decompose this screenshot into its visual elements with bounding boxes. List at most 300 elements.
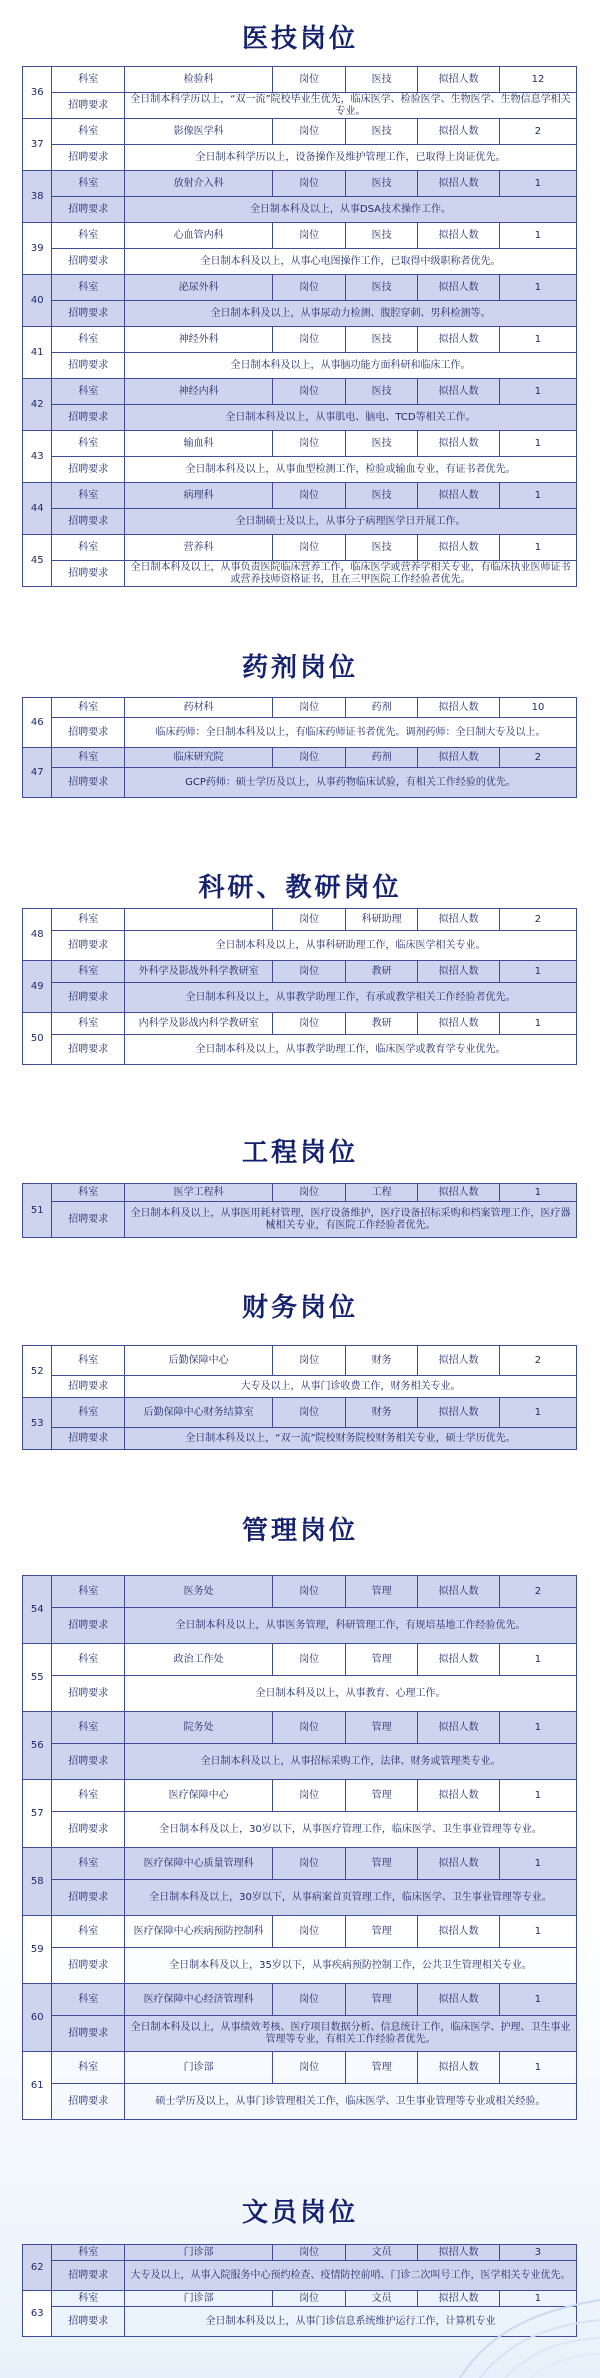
requirement-text: 全日制本科及以上，从事教学助理工作，有承或教学相关工作经验者优先。 [124,983,576,1013]
dept-value: 门诊部 [124,2291,272,2307]
dept-label: 科室 [52,909,125,931]
position-number: 48 [23,909,52,961]
requirement-label: 招聘要求 [52,931,125,961]
position-number: 41 [23,327,52,379]
position-number: 45 [23,535,52,587]
post-type-value: 文员 [345,2245,418,2261]
requirement-text: 全日制本科及以上，35岁以下，从事疾病预防控制工作，公共卫生管理相关专业。 [124,1948,576,1984]
table-row [23,1576,577,1608]
requirement-text: 全日制本科及以上，从事医务管理，科研管理工作，有规培基地工作经验优先。 [124,1608,576,1644]
dept-value: 医疗保障中心 [124,1780,272,1812]
positions-table [22,1575,577,2120]
table-row [23,1780,577,1812]
requirement-label: 招聘要求 [52,145,125,171]
requirement-text: 全日制本科及以上，从事门诊信息系统维护运行工作，计算机专业 [124,2307,576,2337]
table-row-requirement [23,2084,577,2120]
table-row-requirement [23,2016,577,2052]
position-number: 37 [23,119,52,171]
post-type-value: 科研助理 [345,909,418,931]
count-label: 拟招人数 [418,1848,500,1880]
table-row-requirement [23,983,577,1013]
post-type-value: 药剂 [345,748,418,768]
section-title-medtech: 医技岗位 [241,24,358,54]
count-value: 2 [499,1346,576,1376]
table-row-requirement [23,301,577,327]
count-label: 拟招人数 [418,1398,500,1428]
dept-value: 输血科 [124,431,272,457]
post-type-value: 教研 [345,1013,418,1035]
position-number: 53 [23,1398,52,1450]
count-label: 拟招人数 [418,327,500,353]
count-label: 拟招人数 [418,275,500,301]
table-row [23,223,577,249]
count-label: 拟招人数 [418,119,500,145]
table-row-requirement [23,1202,577,1238]
requirement-text: 全日制本科及以上，从事负责医院临床营养工作，临床医学或营养学相关专业，有临床执业医师证书或营养技师资格证书，且在三甲医院工作经验者优先。 [124,561,576,587]
table-row [23,961,577,983]
count-value: 1 [499,1712,576,1744]
dept-label: 科室 [52,698,125,718]
table-row [23,1712,577,1744]
requirement-label: 招聘要求 [52,1812,125,1848]
position-number: 52 [23,1346,52,1398]
position-number: 39 [23,223,52,275]
dept-label: 科室 [52,67,125,93]
requirement-text: 全日制本科及以上，30岁以下，从事医疗管理工作，临床医学、卫生事业管理等专业。 [124,1812,576,1848]
requirement-label: 招聘要求 [52,1676,125,1712]
count-label: 拟招人数 [418,1712,500,1744]
dept-value: 医务处 [124,1576,272,1608]
dept-label: 科室 [52,171,125,197]
post-type-value: 医技 [345,431,418,457]
dept-value: 内科学及影战内科学教研室 [124,1013,272,1035]
position-number: 51 [23,1184,52,1238]
count-label: 拟招人数 [418,1984,500,2016]
dept-value: 医学工程科 [124,1184,272,1202]
count-value: 1 [499,1644,576,1676]
requirement-label: 招聘要求 [52,2084,125,2120]
dept-label: 科室 [52,1184,125,1202]
dept-label: 科室 [52,2052,125,2084]
count-value: 1 [499,2291,576,2307]
table-row [23,1398,577,1428]
position-number: 58 [23,1848,52,1916]
positions-table [22,1183,577,1238]
post-type-value: 医技 [345,535,418,561]
post-type-value: 工程 [345,1184,418,1202]
table-row-requirement [23,1744,577,1780]
requirement-text: 全日制本科学历以上，设备操作及维护管理工作，已取得上岗证优先。 [124,145,576,171]
position-number: 57 [23,1780,52,1848]
dept-label: 科室 [52,535,125,561]
table-row [23,909,577,931]
count-value: 1 [499,1184,576,1202]
count-label: 拟招人数 [418,67,500,93]
position-number: 38 [23,171,52,223]
dept-label: 科室 [52,483,125,509]
post-label: 岗位 [273,379,346,405]
dept-value: 神经内科 [124,379,272,405]
table-row [23,1013,577,1035]
dept-label: 科室 [52,275,125,301]
post-type-value: 医技 [345,119,418,145]
dept-value: 后勤保障中心财务结算室 [124,1398,272,1428]
requirement-label: 招聘要求 [52,768,125,798]
requirement-label: 招聘要求 [52,2016,125,2052]
position-number: 61 [23,2052,52,2120]
post-label: 岗位 [273,909,346,931]
post-label: 岗位 [273,535,346,561]
table-row-requirement [23,1608,577,1644]
table-row-requirement [23,768,577,798]
position-number: 42 [23,379,52,431]
requirement-text: 全日制本科及以上，从事教学助理工作，临床医学或教育学专业优先。 [124,1035,576,1065]
post-label: 岗位 [273,1184,346,1202]
dept-value: 医疗保障中心质量管理科 [124,1848,272,1880]
count-value: 1 [499,431,576,457]
requirement-label: 招聘要求 [52,983,125,1013]
count-label: 拟招人数 [418,2245,500,2261]
count-value: 2 [499,1576,576,1608]
section-title-finance: 财务岗位 [241,1293,358,1323]
requirement-text: 临床药师：全日制本科及以上，有临床药师证书者优先。调剂药师：全日制大专及以上。 [124,718,576,748]
table-row [23,379,577,405]
dept-value: 营养科 [124,535,272,561]
count-label: 拟招人数 [418,379,500,405]
position-number: 59 [23,1916,52,1984]
post-type-value: 医技 [345,327,418,353]
count-value: 1 [499,1780,576,1812]
position-number: 43 [23,431,52,483]
dept-label: 科室 [52,119,125,145]
dept-label: 科室 [52,379,125,405]
dept-label: 科室 [52,431,125,457]
dept-value: 心血管内科 [124,223,272,249]
requirement-text: 全日制本科及以上，从事医用耗材管理，医疗设备维护，医疗设备招标采购和档案管理工作，医疗器械相关专业，有医院工作经验者优先。 [124,1202,576,1238]
section-title-management: 管理岗位 [241,1516,358,1546]
requirement-text: 全日制本科及以上，从事脑功能方面科研和临床工作。 [124,353,576,379]
table-row [23,2052,577,2084]
count-label: 拟招人数 [418,1644,500,1676]
requirement-text: 全日制本科及以上，30岁以下，从事病案首页管理工作，临床医学、卫生事业管理等专业。 [124,1880,576,1916]
post-label: 岗位 [273,1780,346,1812]
positions-table [22,908,577,1065]
table-row-requirement [23,1880,577,1916]
requirement-text: 全日制本科及以上，从事DSA技术操作工作。 [124,197,576,223]
section-title-engineering: 工程岗位 [241,1138,358,1168]
table-row-requirement [23,561,577,587]
dept-label: 科室 [52,327,125,353]
position-number: 55 [23,1644,52,1712]
post-type-value: 管理 [345,1984,418,2016]
table-row [23,1916,577,1948]
dept-value: 病理科 [124,483,272,509]
requirement-label: 招聘要求 [52,1428,125,1450]
post-type-value: 医技 [345,483,418,509]
requirement-label: 招聘要求 [52,2261,125,2291]
dept-label: 科室 [52,961,125,983]
position-number: 49 [23,961,52,1013]
table-row [23,327,577,353]
post-label: 岗位 [273,1013,346,1035]
post-label: 岗位 [273,1346,346,1376]
count-value: 1 [499,483,576,509]
requirement-text: 全日制本科学历以上，“双一流”院校毕业生优先，临床医学、检验医学、生物医学、生物信息学相关专业。 [124,93,576,119]
position-number: 40 [23,275,52,327]
count-value: 1 [499,1398,576,1428]
requirement-text: 全日制本科及以上，从事绩效考核、医疗项目数据分析、信息统计工作，临床医学、护理、卫生事业管理等专业，有相关工作经验者优先。 [124,2016,576,2052]
post-type-value: 管理 [345,1780,418,1812]
position-number: 36 [23,67,52,119]
post-label: 岗位 [273,1848,346,1880]
requirement-text: 大专及以上，从事入院服务中心预约检查、疫情防控前哨、门诊二次叫号工作，医学相关专业优先。 [124,2261,576,2291]
post-type-value: 管理 [345,2052,418,2084]
count-label: 拟招人数 [418,2052,500,2084]
count-value: 1 [499,327,576,353]
requirement-label: 招聘要求 [52,249,125,275]
post-label: 岗位 [273,67,346,93]
dept-value: 检验科 [124,67,272,93]
count-label: 拟招人数 [418,909,500,931]
requirement-label: 招聘要求 [52,1376,125,1398]
post-type-value: 医技 [345,223,418,249]
dept-label: 科室 [52,1984,125,2016]
table-row-requirement [23,1035,577,1065]
count-label: 拟招人数 [418,483,500,509]
requirement-text: 全日制本科及以上，从事心电图操作工作，已取得中级职称者优先。 [124,249,576,275]
dept-label: 科室 [52,1346,125,1376]
dept-value: 临床研究院 [124,748,272,768]
post-type-value: 财务 [345,1398,418,1428]
requirement-label: 招聘要求 [52,561,125,587]
table-row-requirement [23,405,577,431]
post-type-value: 文员 [345,2291,418,2307]
dept-value: 医疗保障中心疾病预防控制科 [124,1916,272,1948]
positions-table [22,697,577,798]
requirement-text: 全日制本科及以上，从事尿动力检测、腹腔穿刺、男科检测等。 [124,301,576,327]
table-row [23,698,577,718]
requirement-label: 招聘要求 [52,1202,125,1238]
count-value: 1 [499,1013,576,1035]
requirement-text: 全日制本科及以上，从事血型检测工作，检验或输血专业，有证书者优先。 [124,457,576,483]
section-title-pharmacy: 药剂岗位 [241,653,358,683]
requirement-text: 全日制本科及以上，从事肌电、脑电、TCD等相关工作。 [124,405,576,431]
position-number: 44 [23,483,52,535]
requirement-label: 招聘要求 [52,2307,125,2337]
post-type-value: 医技 [345,275,418,301]
table-row [23,119,577,145]
dept-value: 院务处 [124,1712,272,1744]
requirement-text: 大专及以上，从事门诊收费工作，财务相关专业。 [124,1376,576,1398]
requirement-text: 全日制本科及以上，“双一流”院校财务院校财务相关专业，硕士学历优先。 [124,1428,576,1450]
table-row-requirement [23,197,577,223]
table-row [23,1346,577,1376]
count-value: 1 [499,171,576,197]
requirement-label: 招聘要求 [52,353,125,379]
table-row-requirement [23,353,577,379]
dept-label: 科室 [52,1916,125,1948]
count-value: 1 [499,1848,576,1880]
dept-value: 医疗保障中心经济管理科 [124,1984,272,2016]
dept-label: 科室 [52,1576,125,1608]
table-row-requirement [23,1676,577,1712]
count-value: 1 [499,1984,576,2016]
post-type-value: 医技 [345,379,418,405]
count-value: 1 [499,535,576,561]
post-label: 岗位 [273,2052,346,2084]
dept-label: 科室 [52,748,125,768]
table-row [23,748,577,768]
post-label: 岗位 [273,119,346,145]
dept-label: 科室 [52,2245,125,2261]
position-number: 50 [23,1013,52,1065]
dept-value: 药材科 [124,698,272,718]
count-label: 拟招人数 [418,1576,500,1608]
count-label: 拟招人数 [418,171,500,197]
dept-label: 科室 [52,1780,125,1812]
post-label: 岗位 [273,327,346,353]
count-label: 拟招人数 [418,698,500,718]
dept-label: 科室 [52,1398,125,1428]
requirement-label: 招聘要求 [52,1744,125,1780]
dept-value: 神经外科 [124,327,272,353]
table-row-requirement [23,1428,577,1450]
post-type-value: 药剂 [345,698,418,718]
post-label: 岗位 [273,1644,346,1676]
post-label: 岗位 [273,275,346,301]
count-value: 12 [499,67,576,93]
count-label: 拟招人数 [418,1916,500,1948]
requirement-label: 招聘要求 [52,1880,125,1916]
positions-table [22,66,577,587]
post-type-value: 医技 [345,67,418,93]
dept-value: 泌尿外科 [124,275,272,301]
post-label: 岗位 [273,961,346,983]
count-label: 拟招人数 [418,1346,500,1376]
table-row [23,483,577,509]
position-number: 63 [23,2291,52,2337]
count-label: 拟招人数 [418,2291,500,2307]
positions-table [22,1345,577,1450]
requirement-text: 全日制本科及以上，从事招标采购工作，法律、财务或管理类专业。 [124,1744,576,1780]
dept-value [124,909,272,931]
post-label: 岗位 [273,483,346,509]
table-row [23,431,577,457]
requirement-label: 招聘要求 [52,301,125,327]
post-type-value: 管理 [345,1916,418,1948]
requirement-label: 招聘要求 [52,1608,125,1644]
post-type-value: 管理 [345,1644,418,1676]
count-label: 拟招人数 [418,535,500,561]
dept-label: 科室 [52,1848,125,1880]
section-title-research: 科研、教研岗位 [198,873,402,903]
table-row-requirement [23,509,577,535]
post-label: 岗位 [273,2291,346,2307]
table-row [23,171,577,197]
table-row [23,1184,577,1202]
dept-value: 门诊部 [124,2052,272,2084]
post-type-value: 教研 [345,961,418,983]
post-label: 岗位 [273,171,346,197]
requirement-text: 全日制本科及以上，从事科研助理工作，临床医学相关专业。 [124,931,576,961]
dept-label: 科室 [52,2291,125,2307]
post-label: 岗位 [273,1984,346,2016]
count-label: 拟招人数 [418,748,500,768]
table-row [23,1848,577,1880]
table-row-requirement [23,931,577,961]
post-label: 岗位 [273,223,346,249]
requirement-label: 招聘要求 [52,197,125,223]
dept-value: 放射介入科 [124,171,272,197]
dept-value: 门诊部 [124,2245,272,2261]
post-label: 岗位 [273,748,346,768]
table-row-requirement [23,1948,577,1984]
requirement-label: 招聘要求 [52,1035,125,1065]
table-row-requirement [23,249,577,275]
requirement-label: 招聘要求 [52,405,125,431]
table-row [23,275,577,301]
position-number: 56 [23,1712,52,1780]
requirement-text: GCP药师：硕士学历及以上，从事药物临床试验，有相关工作经验的优先。 [124,768,576,798]
dept-label: 科室 [52,1644,125,1676]
requirement-text: 硕士学历及以上，从事门诊管理相关工作，临床医学、卫生事业管理等专业或相关经验。 [124,2084,576,2120]
post-type-value: 医技 [345,171,418,197]
table-row-requirement [23,1812,577,1848]
post-type-value: 管理 [345,1576,418,1608]
count-label: 拟招人数 [418,431,500,457]
count-value: 1 [499,961,576,983]
count-label: 拟招人数 [418,223,500,249]
count-label: 拟招人数 [418,1780,500,1812]
dept-value: 政治工作处 [124,1644,272,1676]
requirement-text: 全日制本科及以上，从事教育、心理工作。 [124,1676,576,1712]
dept-label: 科室 [52,223,125,249]
position-number: 60 [23,1984,52,2052]
post-type-value: 管理 [345,1848,418,1880]
count-value: 1 [499,379,576,405]
post-label: 岗位 [273,1576,346,1608]
table-row-requirement [23,93,577,119]
post-label: 岗位 [273,698,346,718]
dept-label: 科室 [52,1013,125,1035]
count-value: 1 [499,2052,576,2084]
table-row [23,1644,577,1676]
table-row [23,67,577,93]
table-row-requirement [23,718,577,748]
position-number: 46 [23,698,52,748]
requirement-label: 招聘要求 [52,93,125,119]
table-row [23,1984,577,2016]
count-label: 拟招人数 [418,961,500,983]
table-row [23,535,577,561]
count-value: 10 [499,698,576,718]
post-label: 岗位 [273,2245,346,2261]
decorative-wave-graphic [450,2240,600,2378]
dept-value: 后勤保障中心 [124,1346,272,1376]
count-value: 2 [499,909,576,931]
count-value: 2 [499,748,576,768]
count-label: 拟招人数 [418,1184,500,1202]
position-number: 54 [23,1576,52,1644]
count-label: 拟招人数 [418,1013,500,1035]
post-label: 岗位 [273,1916,346,1948]
post-label: 岗位 [273,1712,346,1744]
dept-value: 影像医学科 [124,119,272,145]
count-value: 2 [499,119,576,145]
post-type-value: 管理 [345,1712,418,1744]
requirement-label: 招聘要求 [52,457,125,483]
post-type-value: 财务 [345,1346,418,1376]
